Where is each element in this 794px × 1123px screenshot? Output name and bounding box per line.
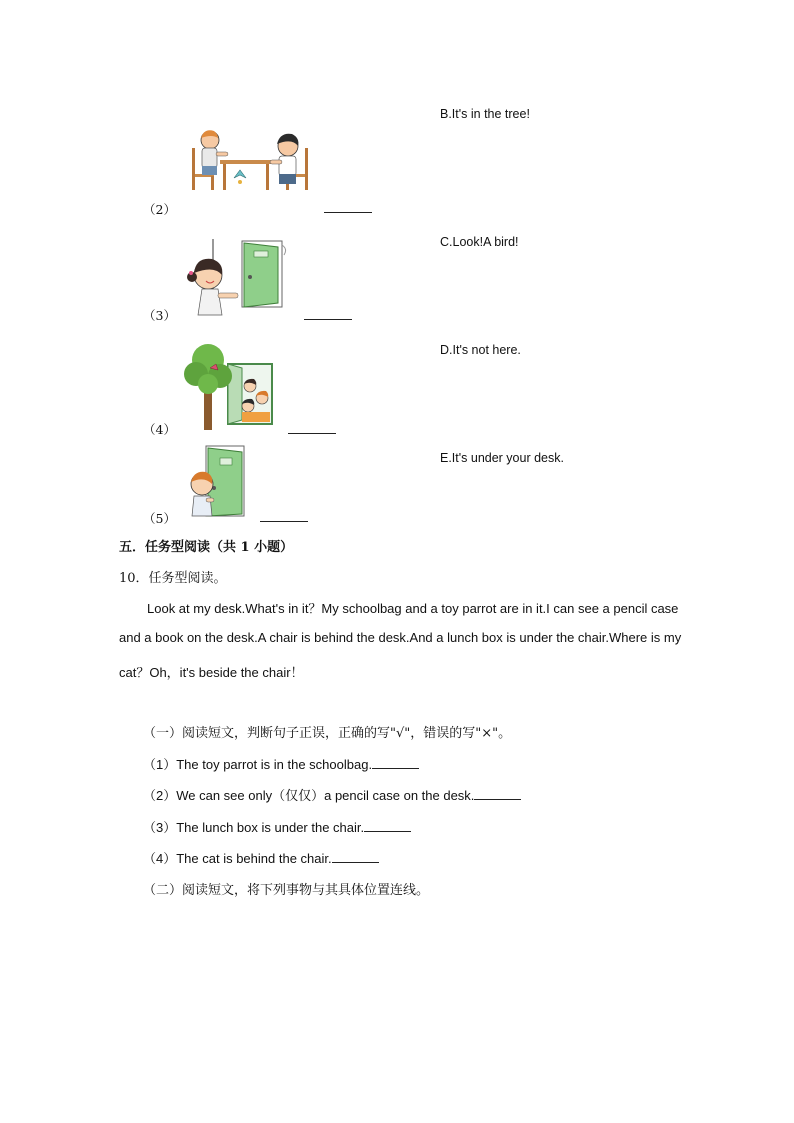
judge-question-number: （1） [143,757,177,772]
question-title: 任务型阅读。 [148,571,227,586]
item-number-3: （3） [143,308,176,323]
judge-question-text: The cat is behind the chair. [176,851,332,866]
judge-answer-blank[interactable] [364,820,411,832]
judge-question-2 [143,785,521,804]
judge-question-text: We can see only（仅仅）a pencil case on the desk. [176,788,475,803]
question-number: 10． [119,571,149,586]
tree-and-window-illustration [184,338,276,432]
judge-question-number: （4） [143,851,177,866]
item-number-5: （5） [143,511,176,526]
judge-question-number: （2） [143,788,177,803]
judge-question-4 [143,848,379,867]
option-b: B.It's in the tree! [440,107,530,121]
judge-answer-blank[interactable] [474,788,521,800]
answer-blank-5[interactable] [260,521,308,522]
judge-question-text: The lunch box is under the chair. [176,820,365,835]
item-number-4: （4） [143,422,176,437]
option-c: C.Look!A bird! [440,235,519,249]
answer-blank-4[interactable] [288,433,336,434]
passage-line-3: cat？Oh，it's beside the chair！ [119,665,304,680]
girl-opening-door-illustration [182,237,294,323]
answer-blank-2[interactable] [324,212,372,213]
boy-behind-door-illustration [186,444,248,518]
option-e: E.It's under your desk. [440,451,564,465]
judge-answer-blank[interactable] [372,757,419,769]
item-number-2: （2） [143,202,176,217]
part2-instruction: （二）阅读短文，将下列事物与其具体位置连线。 [143,883,430,898]
judge-question-text: The toy parrot is in the schoolbag. [176,757,373,772]
judge-question-1 [143,754,419,773]
judge-question-3 [143,817,411,836]
passage-line-2: and a book on the desk.A chair is behind the desk.And a lunch box is under the chair.Where is my [119,630,682,645]
judge-question-number: （3） [143,820,177,835]
question-heading [119,567,227,586]
option-d: D.It's not here. [440,343,521,357]
judge-answer-blank[interactable] [332,851,379,863]
boys-at-table-illustration [188,126,312,194]
section-title: 五．任务型阅读（共 1 小题） [119,540,294,555]
answer-blank-3[interactable] [304,319,352,320]
part1-instruction: （一）阅读短文，判断句子正误，正确的写"√"，错误的写"×"。 [143,726,512,741]
passage-line-1: Look at my desk.What's in it？My schoolbag and a toy parrot are in it.I can see a pencil case [147,601,679,616]
